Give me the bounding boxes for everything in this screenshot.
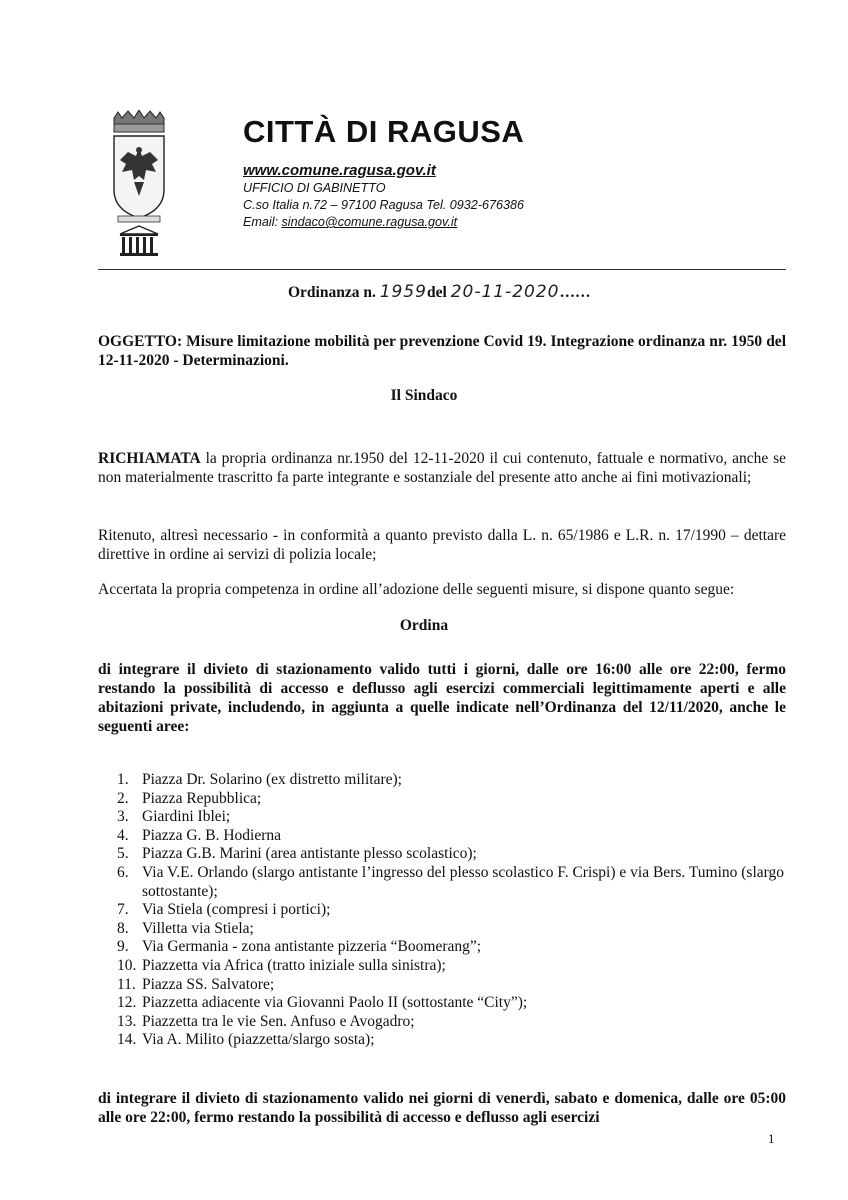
- list-item: [117, 827, 787, 846]
- website-link[interactable]: www.comune.ragusa.gov.it: [243, 162, 436, 179]
- directive-1: di integrare il divieto di stazionamento valido tutti i giorni, dalle ore 16:00 alle ore 22:00, fermo restando la possibilità di accesso e deflusso agli esercizi commerciali legittimamente aperti e alle abitazioni private, includendo, in aggiunta a quelle indicate nell’Ordinanza del 12/11/2020, anche le seguenti aree:: [98, 661, 786, 735]
- list-item: [117, 790, 787, 809]
- email-link[interactable]: sindaco@comune.ragusa.gov.it: [281, 215, 458, 229]
- list-item-number: 4.: [117, 826, 129, 844]
- list-item-text: Piazza SS. Salvatore;: [142, 975, 275, 993]
- ordinance-line: [288, 282, 590, 302]
- richiamata-keyword: RICHIAMATA: [98, 450, 201, 467]
- ordinance-label: Ordinanza n.: [288, 284, 376, 301]
- list-item-number: 1.: [117, 771, 129, 788]
- list-item: [117, 845, 787, 864]
- list-item-text: Villetta via Stiela;: [142, 919, 254, 937]
- list-item-text: Piazza G.B. Marini (area antistante plesso scolastico);: [142, 845, 477, 863]
- list-item-text: Via Germania - zona antistante pizzeria “Boomerang”;: [142, 938, 482, 956]
- list-item-number: 11.: [117, 975, 136, 993]
- heading-sindaco: Il Sindaco: [390, 387, 458, 404]
- list-item: [117, 994, 787, 1013]
- page-number: 1: [768, 1131, 775, 1146]
- address: C.so Italia n.72 – 97100 Ragusa Tel. 0932-676386: [243, 198, 525, 212]
- list-item: [117, 1013, 787, 1032]
- list-item: [117, 938, 787, 957]
- list-item-number: 7.: [117, 901, 129, 919]
- paragraph-richiamata: [98, 449, 786, 487]
- list-item-text: Piazza Repubblica;: [142, 789, 262, 807]
- list-item-text: Piazza G. B. Hodierna: [142, 826, 282, 844]
- list-item-number: 8.: [117, 919, 129, 937]
- list-item-text: Giardini Iblei;: [142, 808, 231, 826]
- list-item-number: 2.: [117, 789, 129, 807]
- letterhead: [0, 0, 848, 270]
- list-item-number: 6.: [117, 863, 129, 881]
- city-name: CITTÀ DI RAGUSA: [243, 114, 525, 149]
- list-item-text: Piazzetta adiacente via Giovanni Paolo II (sottostante “City”);: [142, 994, 528, 1012]
- list-item-number: 9.: [117, 938, 129, 956]
- list-item-text: Via A. Milito (piazzetta/slargo sosta);: [142, 1031, 375, 1049]
- list-item: [117, 976, 787, 995]
- list-item-text: Via V.E. Orlando (slargo antistante l’ingresso del plesso scolastico F. Crispi) e via Bers. Tumino (slargo sottostante);: [142, 863, 785, 900]
- areas-list: [117, 771, 787, 1050]
- office-name: UFFICIO DI GABINETTO: [243, 181, 386, 195]
- paragraph-accertata: Accertata la propria competenza in ordine all’adozione delle seguenti misure, si dispone quanto segue:: [98, 581, 735, 598]
- header-divider: [98, 269, 786, 270]
- email-label: Email:: [243, 215, 278, 229]
- list-item-number: 14.: [117, 1031, 137, 1049]
- list-item: [117, 901, 787, 920]
- contact-block: [243, 162, 524, 231]
- list-item-text: Piazzetta tra le vie Sen. Anfuso e Avogadro;: [142, 1012, 415, 1030]
- list-item-number: 13.: [117, 1012, 137, 1030]
- heading-ordina: Ordina: [399, 617, 449, 634]
- ordinance-date: 20-11-2020: [450, 282, 560, 302]
- list-item: [117, 1031, 787, 1050]
- paragraph-ritenuto: Ritenuto, altresì necessario - in conformità a quanto previsto dalla L. n. 65/1986 e L.R. n. 17/1990 – dettare direttive in ordine ai servizi di polizia locale;: [98, 527, 786, 563]
- subject: OGGETTO: Misure limitazione mobilità per prevenzione Covid 19. Integrazione ordinanza nr. 1950 del 12-11-2020 - Determinazioni.: [98, 333, 786, 369]
- list-item: [117, 771, 787, 790]
- list-item-text: Piazza Dr. Solarino (ex distretto militare);: [142, 771, 402, 788]
- email-line: [243, 214, 524, 231]
- ordinance-dots: ……: [559, 284, 591, 301]
- list-item-number: 3.: [117, 808, 129, 826]
- directive-2: di integrare il divieto di stazionamento valido nei giorni di venerdì, sabato e domenica, dalle ore 05:00 alle ore 22:00, fermo restando la possibilità di accesso e deflusso agli esercizi: [98, 1090, 786, 1126]
- richiamata-text: la propria ordinanza nr.1950 del 12-11-2020 il cui contenuto, fattuale e normativo, anche se non materialmente trascritto fa parte integrante e sostanziale del presente atto anche ai fini motivazionali;: [98, 450, 786, 486]
- list-item-text: Via Stiela (compresi i portici);: [142, 901, 331, 919]
- list-item-number: 5.: [117, 845, 129, 863]
- city-crest-icon: [108, 110, 170, 260]
- ordinance-number: 1959: [379, 282, 427, 302]
- list-item-number: 10.: [117, 956, 137, 974]
- list-item: [117, 957, 787, 976]
- ordinance-del-label: del: [427, 284, 447, 301]
- list-item-text: Piazzetta via Africa (tratto iniziale sulla sinistra);: [142, 956, 446, 974]
- list-item-number: 12.: [117, 994, 137, 1012]
- list-item: [117, 864, 787, 901]
- list-item: [117, 808, 787, 827]
- list-item: [117, 920, 787, 939]
